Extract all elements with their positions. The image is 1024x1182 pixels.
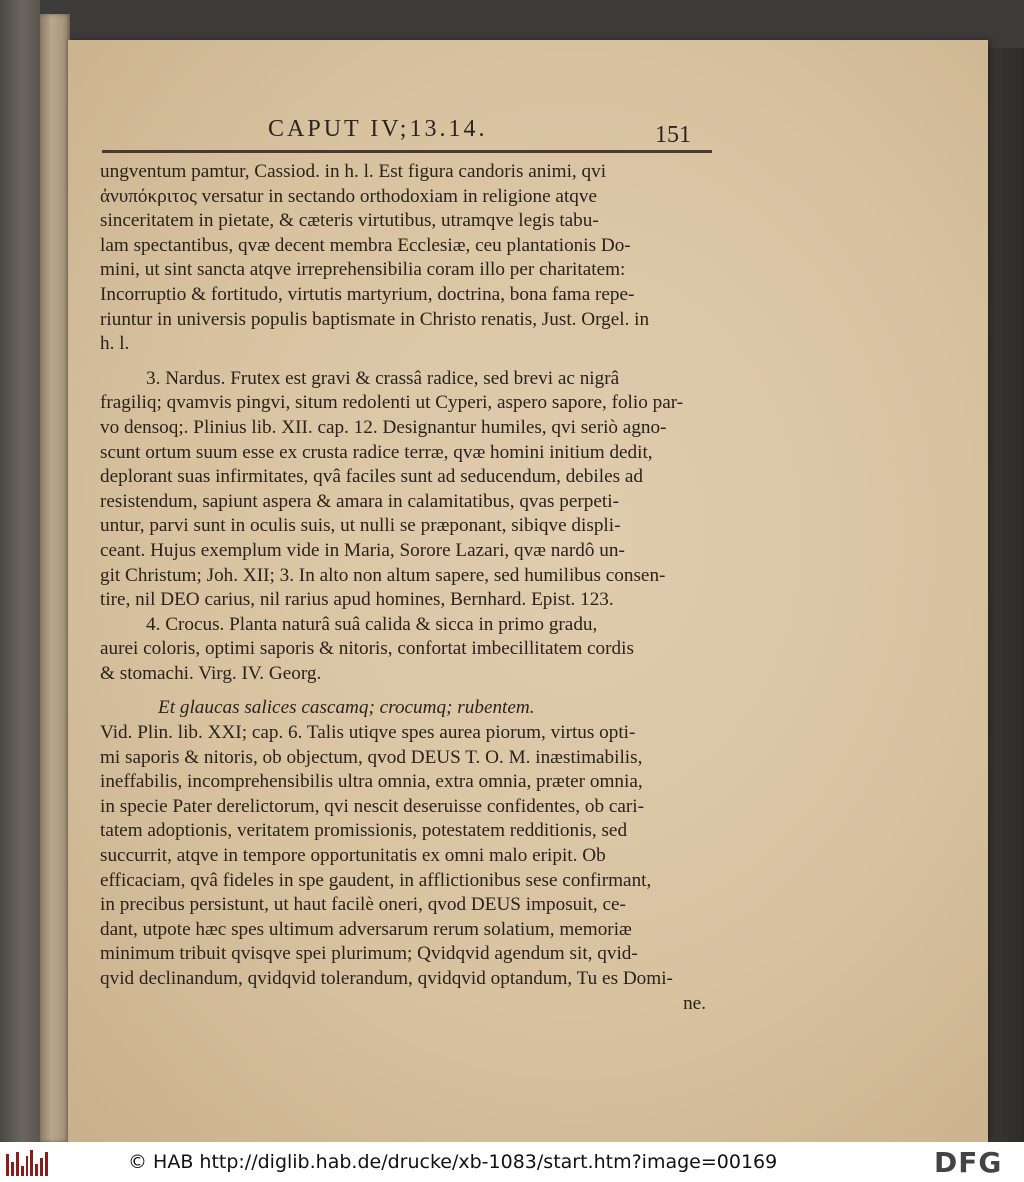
text-line: qvid declinandum, qvidqvid tolerandum, qvidqvid optandum, Tu es Domi- [100, 968, 673, 989]
text-line: fragiliq; qvamvis pingvi, situm redolenti ut Cyperi, aspero sapore, folio par- [100, 392, 684, 414]
text-line: tire, nil DEO carius, nil rarius apud homines, Bernhard. Epist. 123. [100, 589, 614, 611]
text-line: riuntur in universis populis baptismate in Christo renatis, Just. Orgel. in [100, 308, 650, 330]
text-line: tatem adoptionis, veritatem promissionis, potestatem redditionis, sed [100, 820, 628, 842]
book-spine-edge [40, 14, 70, 1142]
text-line: resistendum, sapiunt aspera & amara in calamitatibus, qvas perpeti- [100, 490, 619, 512]
text-line: git Christum; Joh. XII; 3. In alto non altum sapere, sed humilibus consen- [100, 564, 666, 586]
running-head: CAPUT IV;13.14. [268, 116, 488, 142]
text-line: mi saporis & nitoris, ob objectum, qvod DEUS T. O. M. inæstimabilis, [100, 746, 643, 768]
text-line: dant, utpote hæc spes ultimum adversarum rerum solatium, memoriæ [100, 918, 632, 940]
paragraph-gap [100, 357, 712, 367]
text-line: scunt ortum suum esse ex crusta radice terræ, qvæ homini initium dedit, [100, 441, 653, 463]
scanner-background-strip [0, 0, 40, 1142]
text-line: in specie Pater derelictorum, qvi nescit deseruisse confidentes, ob cari- [100, 795, 644, 817]
text-line: aurei coloris, optimi saporis & nitoris, confortat imbecillitatem cordis [100, 638, 634, 660]
header-rule [102, 150, 712, 153]
text-line: in precibus persistunt, ut haut facilè oneri, qvod DEUS imposuit, ce- [100, 894, 626, 916]
catchword: ne. [683, 992, 706, 1014]
text-line: minimum tribuit qvisqve spei plurimum; Qvidqvid agendum sit, qvid- [100, 943, 638, 965]
text-line: untur, parvi sunt in oculis suis, ut nulli se præponant, sibiqve displi- [100, 515, 621, 537]
dfg-logo: DFG [934, 1146, 1003, 1179]
text-line: h. l. [100, 333, 130, 355]
text-line: sinceritatem in pietate, & cæteris virtutibus, utramqve legis tabu- [100, 210, 599, 232]
text-line: lam spectantibus, qvæ decent membra Ecclesiæ, ceu plantationis Do- [100, 234, 631, 256]
text-line: ineffabilis, incomprehensibilis ultra omnia, extra omnia, præter omnia, [100, 771, 643, 793]
text-line: vo densoq;. Plinius lib. XII. cap. 12. Designantur humiles, qvi seriò agno- [100, 416, 667, 438]
text-line: Vid. Plin. lib. XXI; cap. 6. Talis utiqve spes aurea piorum, virtus opti- [100, 722, 636, 744]
section-heading-crocus: 4. Crocus. Planta naturâ suâ calida & sicca in primo gradu, [146, 613, 598, 635]
verse-quotation: Et glaucas salices cascamq; crocumq; rubentem. [158, 697, 535, 719]
text-line: succurrit, atqve in tempore opportunitatis ex omni malo eripit. Ob [100, 845, 606, 867]
page-body-text [100, 160, 712, 1016]
text-line: deplorant suas infirmitates, qvâ faciles sunt ad seducendum, debiles ad [100, 466, 643, 488]
text-line: mini, ut sint sancta atqve irreprehensibilia coram illo per charitatem: [100, 259, 626, 281]
text-line: & stomachi. Virg. IV. Georg. [100, 662, 322, 684]
paragraph-gap [100, 686, 712, 696]
copyright-link[interactable]: © HAB http://diglib.hab.de/drucke/xb-1083/start.htm?image=00169 [128, 1151, 778, 1173]
text-line: Incorruptio & fortitudo, virtutis martyrium, doctrina, bona fama repe- [100, 283, 635, 305]
text-line: efficaciam, qvâ fideles in spe gaudent, in afflictionibus sese confirmant, [100, 869, 652, 891]
text-line: ungventum pamtur, Cassiod. in h. l. Est figura candoris animi, qvi [100, 161, 607, 182]
section-heading-nardus: 3. Nardus. Frutex est gravi & crassâ radice, sed brevi ac nigrâ [146, 367, 620, 389]
library-barcode-icon [6, 1150, 48, 1176]
page-number: 151 [655, 122, 691, 148]
text-line: ἀνυπόκριτος versatur in sectando orthodoxiam in religione atqve [100, 185, 597, 207]
viewer-footer [0, 1142, 1024, 1182]
right-page-shadow [988, 48, 1024, 1142]
text-line: ceant. Hujus exemplum vide in Maria, Sorore Lazari, qvæ nardô un- [100, 539, 625, 561]
